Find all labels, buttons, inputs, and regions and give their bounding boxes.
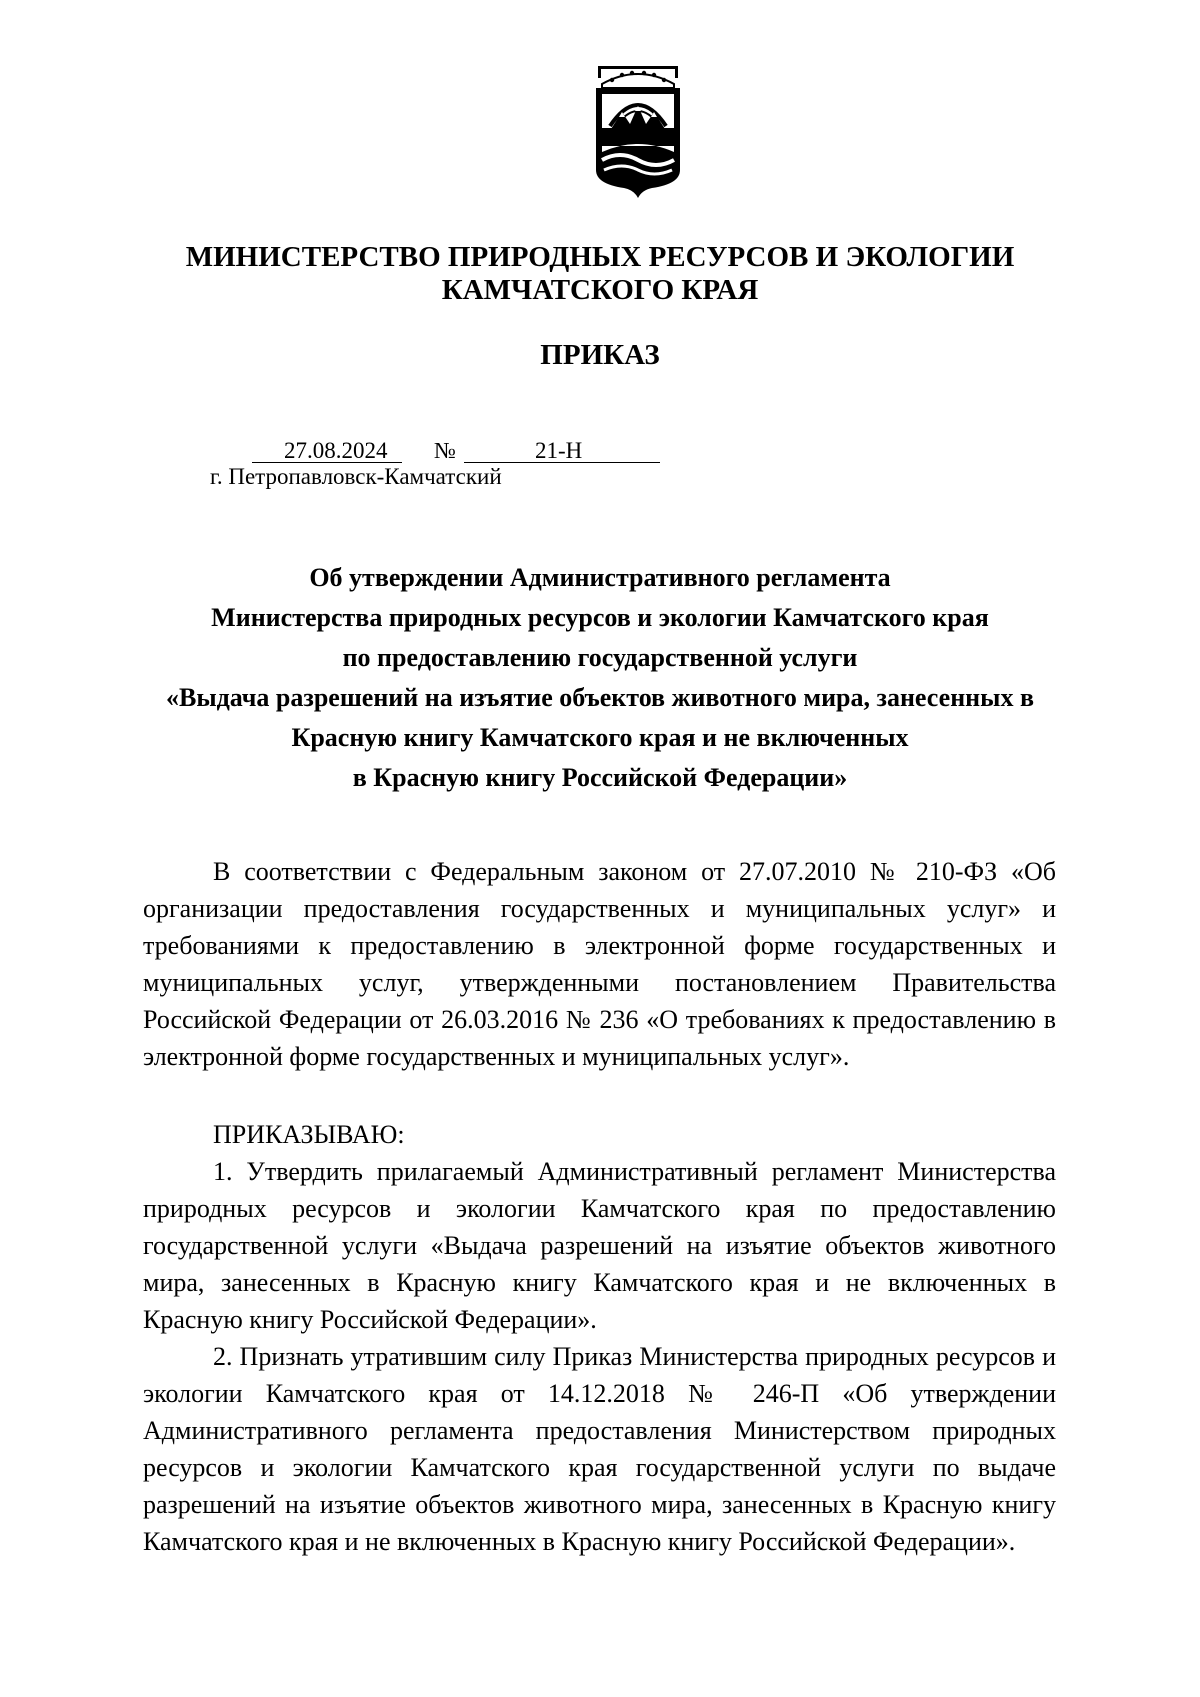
registration-date: 27.08.2024 [284,438,388,463]
registration-number: 21-Н [535,438,583,463]
title-line: «Выдача разрешений на изъятие объектов животного мира, занесенных в [166,683,1034,712]
title-line: в Красную книгу Российской Федерации» [352,763,848,792]
intro-paragraph: В соответствии с Федеральным законом от 27.07.2010 № 210-ФЗ «Об организации предоставления государственных и муниципальных услуг» и требованиями к предоставлению в электронной форме государственных и муниципальных услуг, утвержденными постановлением Правительства Российской Федерации от 26.03.2016 № 236 «О требованиях к предоставлению в электронной форме государственных и муниципальных услуг». [143,857,1056,1071]
title-line: Красную книгу Камчатского края и не включенных [291,723,909,752]
number-sign: № [434,438,456,463]
document-type-heading: ПРИКАЗ [540,339,660,371]
coat-of-arms-icon [592,66,684,198]
title-line: Об утверждении Административного регламента [309,563,891,592]
document-title [130,558,1070,798]
title-line: Министерства природных ресурсов и экологии Камчатского края [211,603,989,632]
order-item-2: 2. Признать утратившим силу Приказ Министерства природных ресурсов и экологии Камчатского края от 14.12.2018 № 246-П «Об утверждении Административного регламента предоставления Министерством природных ресурсов и экологии Камчатского края государственной услуги по выдаче разрешений на изъятие объектов животного мира, занесенных в Красную книгу Камчатского края и не включенных в Красную книгу Российской Федерации». [143,1342,1056,1556]
order-item-1: 1. Утвердить прилагаемый Административный регламент Министерства природных ресурсов и экологии Камчатского края по предоставлению государственной услуги «Выдача разрешений на изъятие объектов животного мира, занесенных в Красную книгу Камчатского края и не включенных в Красную книгу Российской Федерации». [143,1157,1056,1334]
orders-heading: ПРИКАЗЫВАЮ: [213,1120,405,1149]
title-line: по предоставлению государственной услуги [342,643,858,672]
ministry-name-line-1: МИНИСТЕРСТВО ПРИРОДНЫХ РЕСУРСОВ И ЭКОЛОГИИ [185,241,1015,273]
city-line: г. Петропавловск-Камчатский [210,464,502,489]
ministry-name-line-2: КАМЧАТСКОГО КРАЯ [441,274,759,306]
